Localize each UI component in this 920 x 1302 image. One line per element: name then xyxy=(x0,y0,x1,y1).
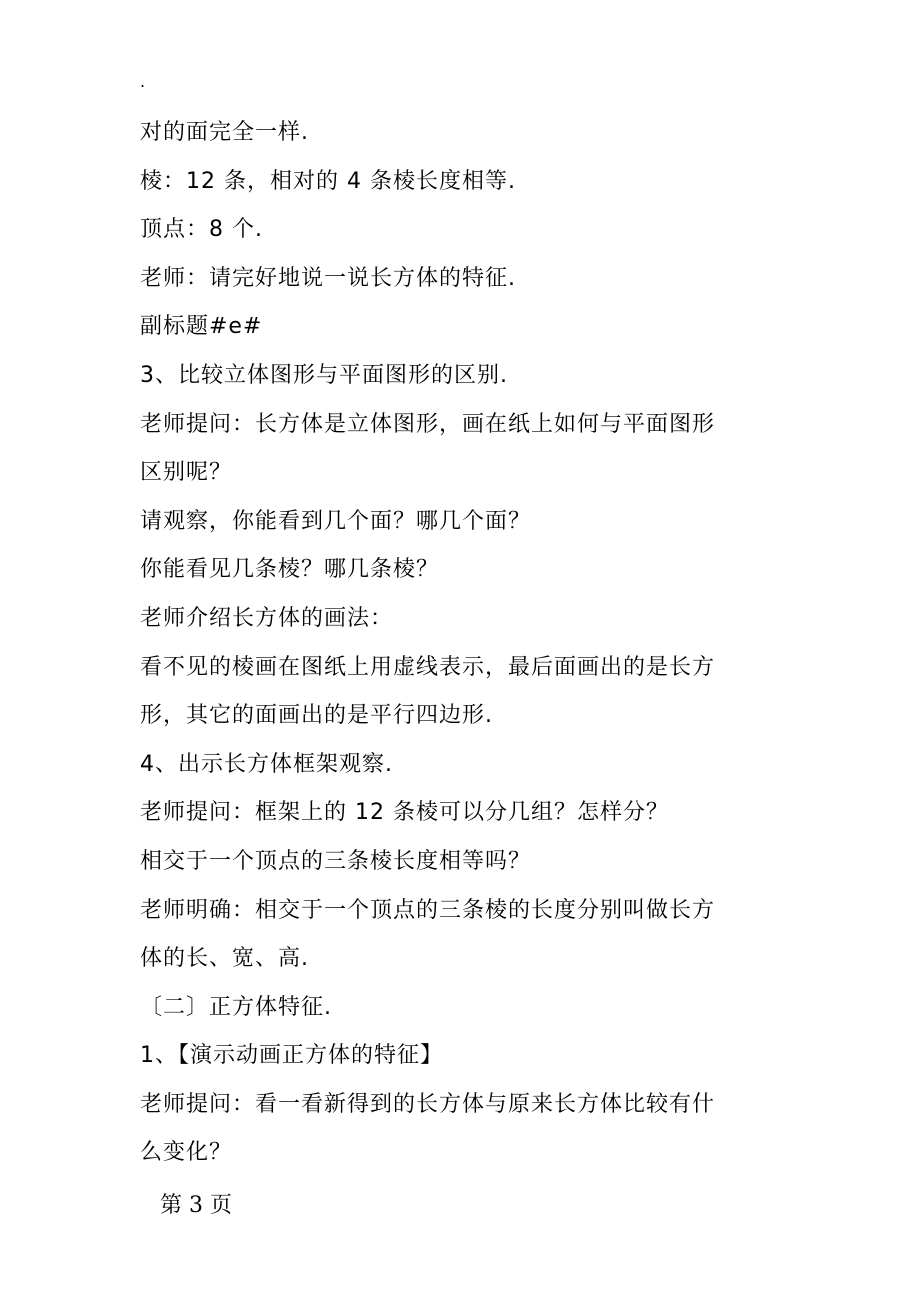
text-line: 老师提问：框架上的 12 条棱可以分几组？怎样分？ xyxy=(140,800,669,826)
text-line: 老师提问：长方体是立体图形，画在纸上如何与平面图形 xyxy=(140,411,716,437)
text-line: 形，其它的面画出的是平行四边形. xyxy=(140,703,493,729)
text-line: 看不见的棱画在图纸上用虚线表示，最后面画出的是长方 xyxy=(140,654,716,680)
text-line: 请观察，你能看到几个面？哪几个面？ xyxy=(140,508,532,534)
text-line: 棱：12 条，相对的 4 条棱长度相等. xyxy=(140,168,516,194)
text-line: 老师提问：看一看新得到的长方体与原来长方体比较有什 xyxy=(140,1091,716,1117)
text-line: 对的面完全一样. xyxy=(140,120,309,145)
text-line: 顶点：8 个. xyxy=(140,217,263,243)
body-text xyxy=(140,109,780,1178)
section-heading: 4、出示长方体框架观察. xyxy=(140,751,393,777)
section-heading: 〔二〕正方体特征. xyxy=(140,994,332,1020)
text-line: 体的长、宽、高. xyxy=(140,946,309,972)
text-line: 老师介绍长方体的画法： xyxy=(140,605,394,631)
text-line: 么变化？ xyxy=(140,1140,233,1166)
text-line: 老师明确：相交于一个顶点的三条棱的长度分别叫做长方 xyxy=(140,897,716,923)
page-number: 第 3 页 xyxy=(160,1193,232,1218)
text-line: 区别呢？ xyxy=(140,460,233,486)
text-line: 老师：请完好地说一说长方体的特征. xyxy=(140,265,516,291)
section-heading: 3、比较立体图形与平面图形的区别. xyxy=(140,362,508,388)
text-line: 相交于一个顶点的三条棱长度相等吗？ xyxy=(140,848,532,874)
header-dot: . xyxy=(140,72,146,91)
section-heading: 1、【演示动画正方体的特征】 xyxy=(140,1043,443,1069)
text-line: 你能看见几条棱？哪几条棱？ xyxy=(140,557,440,583)
subtitle-line: 副标题#e# xyxy=(140,314,263,340)
